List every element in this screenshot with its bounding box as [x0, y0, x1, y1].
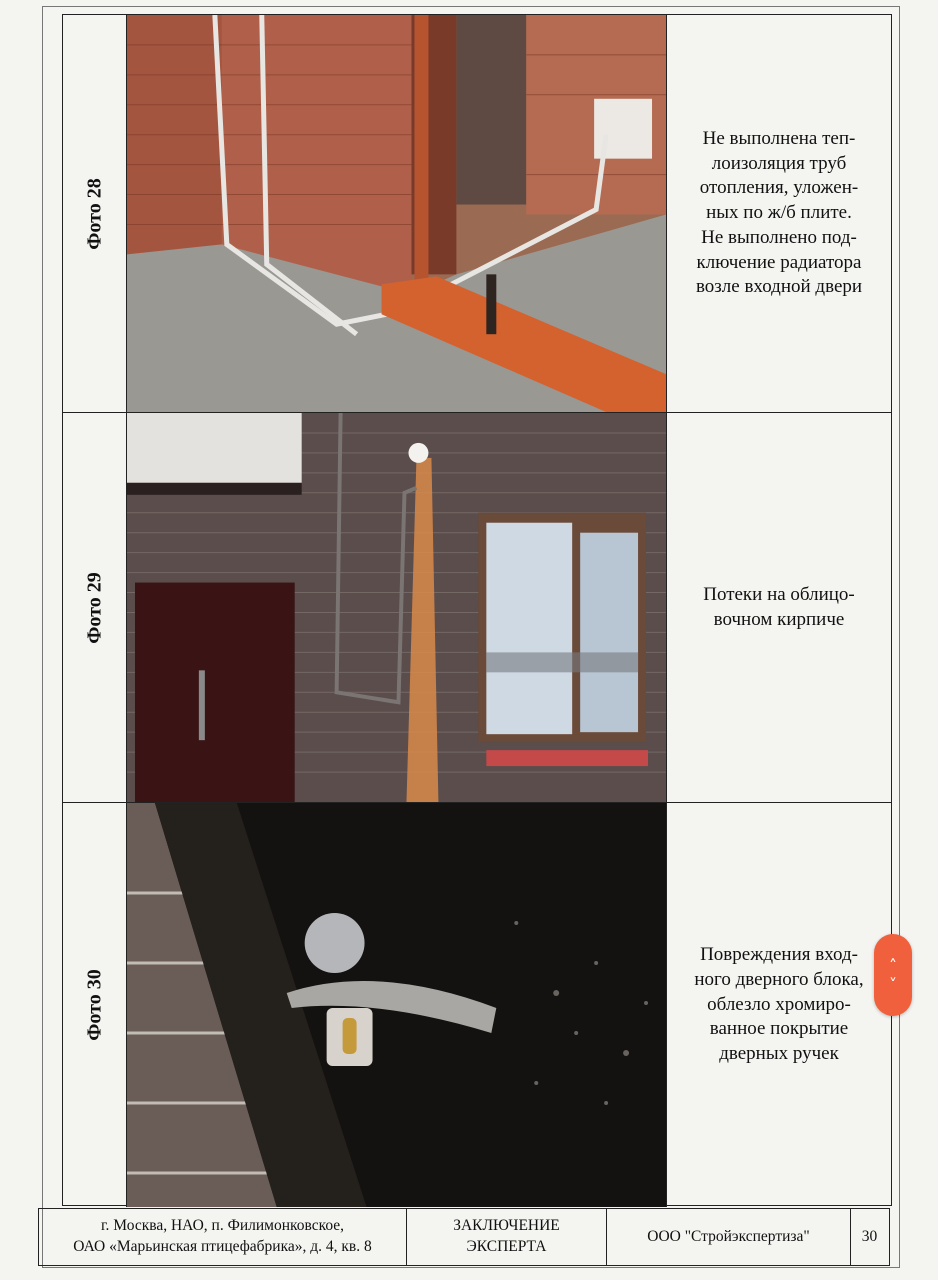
photo-label: Фото 29	[83, 571, 105, 644]
photo-label-cell	[63, 15, 127, 412]
photo-description-cell	[667, 413, 891, 802]
photo-label-cell	[63, 413, 127, 802]
scroll-down-icon[interactable]: ˅	[889, 975, 897, 994]
photo-description: Повреждения вход- ного дверного блока, облезло хромиро- ванное покрытие дверных ручек	[694, 944, 864, 1065]
photo-table	[62, 14, 892, 1206]
footer-doc-line-2: ЭКСПЕРТА	[466, 1238, 547, 1255]
photo-29-image	[127, 413, 667, 802]
photo-label-cell	[63, 803, 127, 1207]
page-scroll-control[interactable]	[874, 934, 912, 1016]
footer-document-type	[407, 1209, 607, 1265]
photo-label: Фото 28	[83, 177, 105, 250]
photo-description: Не выполнена теп- лоизоляция труб отопления, уложен- ных по ж/б плите. Не выполнено под- ключение радиатора возле входной двери	[695, 128, 863, 298]
photo-description: Потеки на облицо- вочном кирпиче	[703, 583, 855, 630]
footer-address-line-1: г. Москва, НАО, п. Филимонковское,	[100, 1217, 345, 1235]
photo-row-29	[63, 413, 891, 803]
photo-30-image	[127, 803, 667, 1207]
footer-company	[607, 1209, 851, 1265]
footer-address	[39, 1209, 407, 1265]
page-footer	[38, 1208, 890, 1266]
page-number: 30	[861, 1227, 878, 1245]
scroll-up-icon[interactable]: ˄	[889, 955, 897, 975]
photo-label: Фото 30	[83, 969, 105, 1041]
footer-page-number-cell	[851, 1209, 888, 1265]
footer-address-line-2: ОАО «Марьинская птицефабрика», д. 4, кв. 8	[73, 1238, 372, 1255]
photo-description-cell	[667, 803, 891, 1207]
footer-company-name: ООО "Стройэкспертиза"	[647, 1227, 810, 1245]
photo-row-30	[63, 803, 891, 1207]
photo-row-28	[63, 15, 891, 413]
footer-doc-line-1: ЗАКЛЮЧЕНИЕ	[453, 1217, 560, 1235]
photo-description-cell	[667, 15, 891, 412]
photo-28-image	[127, 15, 667, 412]
